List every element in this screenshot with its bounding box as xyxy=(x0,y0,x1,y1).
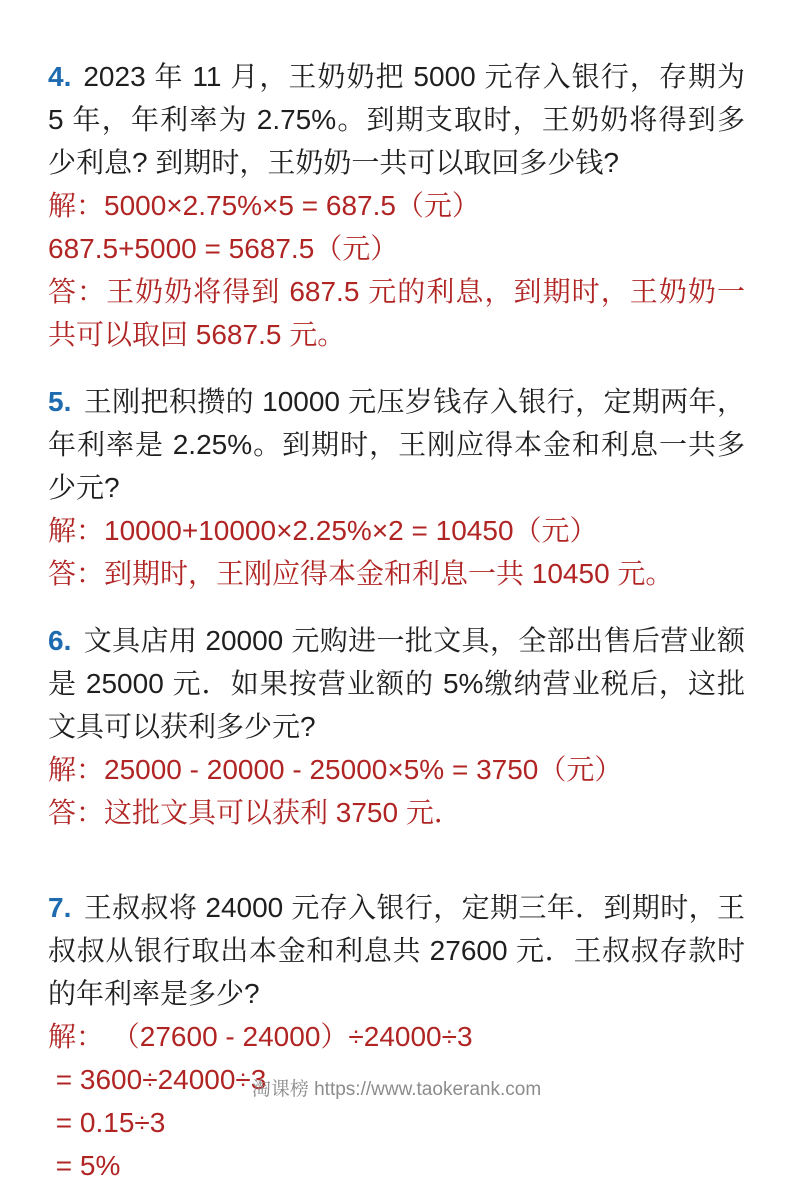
problem-5-answer: 答：到期时，王刚应得本金和利息一共 10450 元。 xyxy=(48,558,674,589)
problem-7-solution-line-2: = 3600÷24000÷3 xyxy=(48,1064,267,1095)
problem-4-solution-line-1: 解：5000×2.75%×5 = 687.5（元） xyxy=(48,190,480,221)
problem-5 xyxy=(48,380,745,595)
problem-5-number: 5. xyxy=(48,386,72,417)
problem-7-question-text: 王叔叔将 24000 元存入银行，定期三年．到期时，王叔叔从银行取出本金和利息共 27600 元．王叔叔存款时的年利率是多少? xyxy=(48,892,745,1009)
problem-7-question xyxy=(48,886,745,1015)
problem-6-question xyxy=(48,619,745,748)
footer-site-text: 淘课榜 https://www.taokerank.com xyxy=(251,1079,542,1100)
problem-7-solution-line-4: = 5% xyxy=(48,1150,121,1181)
problem-5-solution-line-1: 解：10000+10000×2.25%×2 = 10450（元） xyxy=(48,515,598,546)
problem-6-solution-line-1: 解：25000 - 20000 - 25000×5% = 3750（元） xyxy=(48,754,623,785)
problem-7-solution-line-3: = 0.15÷3 xyxy=(48,1107,166,1138)
problem-4 xyxy=(48,55,745,356)
problem-4-question-text: 2023 年 11 月，王奶奶把 5000 元存入银行，存期为 5 年，年利率为 2.75%。到期支取时，王奶奶将得到多少利息? 到期时，王奶奶一共可以取回多少钱? xyxy=(48,61,745,178)
problem-6-question-text: 文具店用 20000 元购进一批文具，全部出售后营业额是 25000 元．如果按营业额的 5%缴纳营业税后，这批文具可以获利多少元? xyxy=(48,625,745,742)
problem-7-solution-line-1: 解： （27600 - 24000）÷24000÷3 xyxy=(48,1021,473,1052)
problem-5-question-text: 王刚把积攒的 10000 元压岁钱存入银行，定期两年，年利率是 2.25%。到期时，王刚应得本金和利息一共多少元? xyxy=(48,386,745,503)
problem-6-number: 6. xyxy=(48,625,72,656)
problem-4-answer: 答：王奶奶将得到 687.5 元的利息，到期时，王奶奶一共可以取回 5687.5 元。 xyxy=(48,276,745,350)
problem-5-question xyxy=(48,380,745,509)
problem-7-number: 7. xyxy=(48,892,72,923)
problem-4-question xyxy=(48,55,745,184)
problem-4-solution-line-2: 687.5+5000 = 5687.5（元） xyxy=(48,233,399,264)
problem-6-answer: 答：这批文具可以获利 3750 元． xyxy=(48,797,462,828)
footer xyxy=(0,1078,793,1102)
problem-4-number: 4. xyxy=(48,61,72,92)
problem-6 xyxy=(48,619,745,834)
problem-7 xyxy=(48,886,745,1187)
